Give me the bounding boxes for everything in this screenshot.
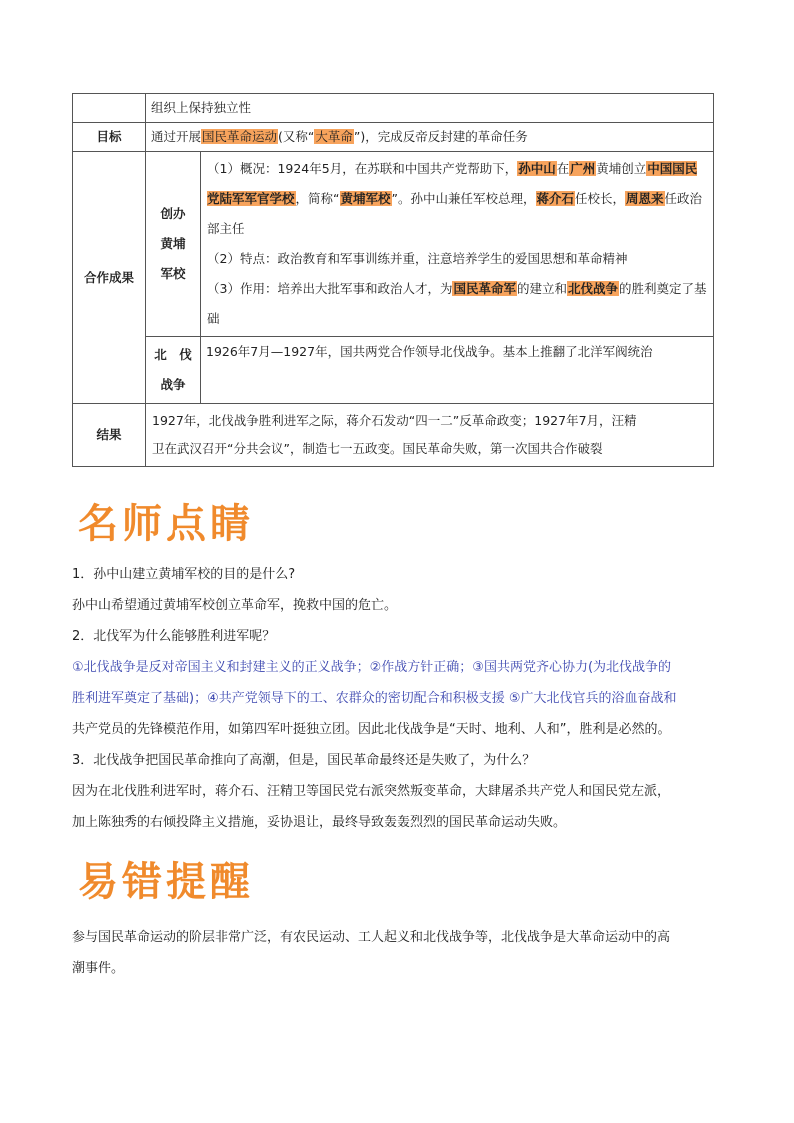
highlight: 蒋介石 [536,191,575,206]
highlight: 北伐战争 [568,281,619,296]
text-span: 任校长， [575,191,626,206]
label-line: 黄埔 [160,236,186,251]
features-paragraph: （2）特点：政治教育和军事训练并重，注意培养学生的爱国思想和革命精神 [207,251,628,266]
empty-label-cell [73,94,146,123]
table-row [73,152,714,337]
text-span: 的建立和 [516,281,567,296]
reminder-line: 潮事件。 [72,961,125,976]
whampoa-label [146,152,201,337]
highlight: 孙中山 [518,161,556,176]
section-title-key-points: 名师点睛 [78,500,254,547]
northern-content: 1926年7月—1927年，国共两党合作领导北伐战争。基本上推翻了北洋军阀统治 [201,337,714,404]
question-2: 2．北伐军为什么能够胜利进军呢？ [72,629,276,644]
highlight: 大革命 [315,129,353,144]
text-span: ”)，完成反帝反封建的革命任务 [353,129,528,144]
text-span: 通过开展 [151,129,202,144]
text-span: (又称“ [278,129,315,144]
common-mistakes-content [72,922,722,984]
goal-label: 目标 [73,123,146,152]
answer-2-line: 共产党员的先锋模范作用，如第四军叶挺独立团。因此北伐战争是“天时、地利、人和”，胜利是必然的。 [72,722,671,737]
answer-3-line: 因为在北伐胜利进军时，蒋介石、汪精卫等国民党右派突然叛变革命，大肆屠杀共产党人和国民党左派， [72,784,671,799]
result-label: 结果 [73,404,146,467]
whampoa-content [201,152,714,337]
highlight: 广州 [570,161,596,176]
reminder-line: 参与国民革命运动的阶层非常广泛，有农民运动、工人起义和北伐战争等，北伐战争是大革命运动中的高 [72,930,671,945]
text-span: （3）作用：培养出大批军事和政治人才，为 [207,281,453,296]
highlight: 国民革命军 [453,281,516,296]
text-span: 在 [556,161,570,176]
question-3: 3．北伐战争把国民革命推向了高潮，但是，国民革命最终还是失败了，为什么？ [72,753,536,768]
key-points-content [72,559,722,838]
summary-table [72,93,714,467]
text-span: 黄埔创立 [596,161,647,176]
section-title-common-mistakes: 易错提醒 [78,858,254,905]
overview-paragraph [207,154,707,244]
table-row [73,337,714,404]
answer-2-line: ①北伐战争是反对帝国主义和封建主义的正义战争；②作战方针正确；③国共两党齐心协力(为北伐战争的 [72,660,672,675]
text-span: 的胜利奠定了基础 [207,281,707,326]
highlight: 周恩来 [626,191,664,206]
answer-2-line: 胜利进军奠定了基础)；④共产党领导下的工、农群众的密切配合和积极支援 ⑤广大北伐官兵的浴血奋战和 [72,691,677,706]
highlight: 黄埔军校 [340,191,391,206]
highlight: 中国国民党陆军军官学校 [207,161,698,206]
answer-1: 孙中山希望通过黄埔军校创立革命军，挽救中国的危亡。 [72,598,398,613]
table-row [73,404,714,467]
goal-content [146,123,714,152]
text-span: ”。孙中山兼任军校总理， [391,191,536,206]
result-line: 1927年，北伐战争胜利进军之际，蒋介石发动“四一二”反革命政变；1927年7月，汪精 [152,413,637,428]
label-line: 战争 [160,377,186,392]
question-1: 1．孙中山建立黄埔军校的目的是什么? [72,567,296,582]
table-row [73,94,714,123]
text-span: （1）概况：1924年5月，在苏联和中国共产党帮助下， [207,161,518,176]
result-content [146,404,714,467]
cooperation-label: 合作成果 [73,152,146,404]
result-line: 卫在武汉召开“分共会议”，制造七一五政变。国民革命失败，第一次国共合作破裂 [152,441,603,456]
label-line: 北 伐 [154,347,192,362]
label-line: 军校 [160,266,186,281]
row0-content: 组织上保持独立性 [146,94,714,123]
answer-3-line: 加上陈独秀的右倾投降主义措施，妥协退让，最终导致轰轰烈烈的国民革命运动失败。 [72,815,567,830]
label-line: 创办 [160,206,186,221]
text-span: 任政治部主任 [207,191,703,236]
northern-label [146,337,201,404]
text-span: ，简称“ [295,191,340,206]
table-row [73,123,714,152]
highlight: 国民革命运动 [202,129,278,144]
role-paragraph [207,274,707,334]
